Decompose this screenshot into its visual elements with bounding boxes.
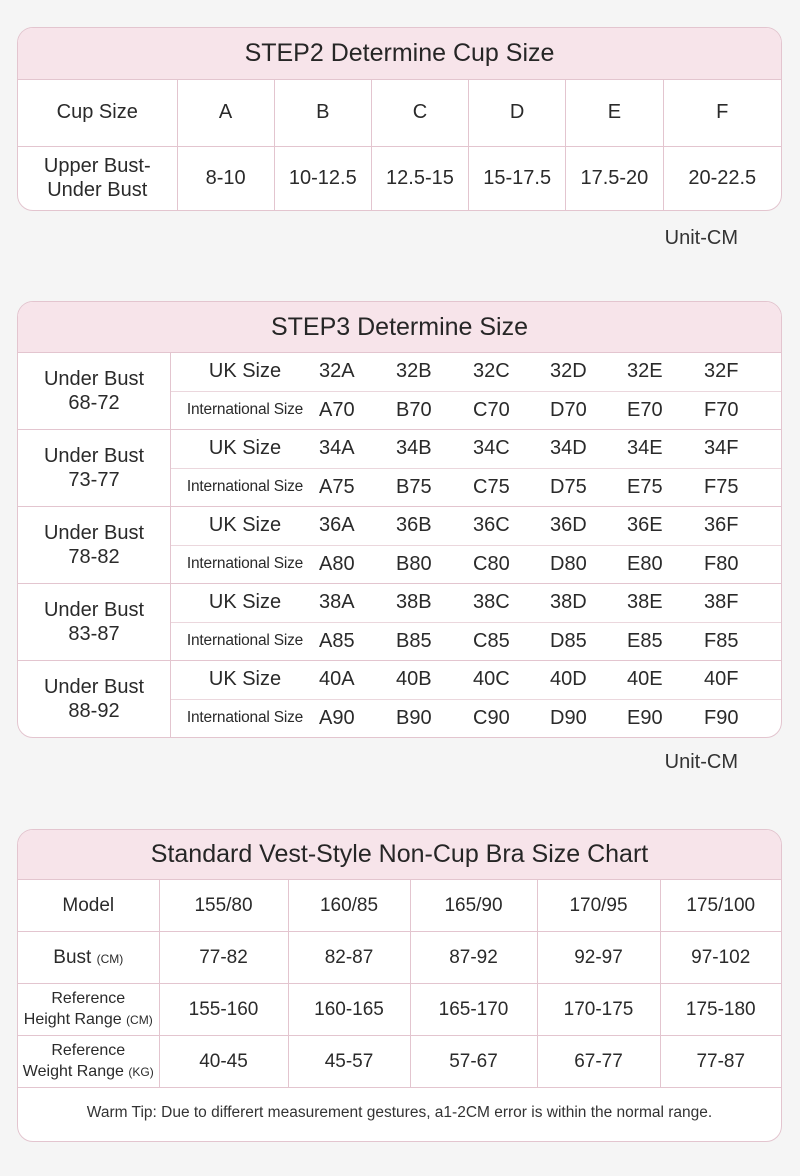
uk-size-cell: 34E <box>627 437 663 460</box>
cup-cell: E <box>566 80 663 146</box>
cup-cell: D <box>469 80 566 146</box>
under-bust-block <box>18 507 781 584</box>
intl-size-cell: B85 <box>396 629 432 652</box>
uk-size-label: UK Size <box>208 437 282 460</box>
uk-size-cell: 38C <box>473 591 510 614</box>
weight-cell: 40-45 <box>159 1036 288 1088</box>
intl-size-cell: A70 <box>319 398 355 421</box>
size-title: STEP3 Determine Size <box>18 302 781 353</box>
uk-size-cell: 38A <box>319 591 355 614</box>
difference-cell: 17.5-20 <box>566 146 663 210</box>
intl-size-cell: B70 <box>396 398 432 421</box>
uk-size-cell: 36E <box>627 514 663 537</box>
weight-cell: 67-77 <box>537 1036 660 1088</box>
intl-size-cell: D85 <box>550 629 587 652</box>
weight-label: Reference Weight Range (KG) <box>18 1036 159 1088</box>
uk-size-row <box>171 353 781 392</box>
under-bust-label: Under Bust 78-82 <box>18 507 171 583</box>
intl-size-cell: E80 <box>627 552 663 575</box>
intl-size-row <box>171 623 781 661</box>
intl-size-cell: F75 <box>704 475 739 498</box>
cup-cell: B <box>274 80 371 146</box>
cup-cell: A <box>177 80 274 146</box>
vest-chart-panel <box>17 829 782 1142</box>
uk-size-row <box>171 584 781 623</box>
height-row <box>18 984 781 1036</box>
uk-size-row <box>171 430 781 469</box>
uk-size-cell: 40B <box>396 668 432 691</box>
uk-size-cell: 34B <box>396 437 432 460</box>
intl-size-cell: E70 <box>627 398 663 421</box>
vest-chart-table <box>18 880 781 1088</box>
bust-cell: 92-97 <box>537 932 660 984</box>
intl-size-cell: D80 <box>550 552 587 575</box>
weight-cell: 77-87 <box>660 1036 781 1088</box>
difference-cell: 12.5-15 <box>371 146 468 210</box>
difference-row <box>18 146 781 210</box>
under-bust-block <box>18 353 781 430</box>
difference-cell: 15-17.5 <box>469 146 566 210</box>
under-bust-label: Under Bust 88-92 <box>18 661 171 737</box>
intl-size-label: International Size <box>186 478 304 496</box>
model-cell: 155/80 <box>159 880 288 932</box>
height-cell: 165-170 <box>410 984 537 1036</box>
weight-cell: 45-57 <box>288 1036 410 1088</box>
uk-size-cell: 36C <box>473 514 510 537</box>
intl-size-cell: F70 <box>704 398 739 421</box>
model-cell: 170/95 <box>537 880 660 932</box>
height-cell: 170-175 <box>537 984 660 1036</box>
uk-size-cell: 38D <box>550 591 587 614</box>
height-cell: 160-165 <box>288 984 410 1036</box>
uk-size-row <box>171 661 781 700</box>
weight-row <box>18 1036 781 1088</box>
intl-size-cell: E75 <box>627 475 663 498</box>
cup-row <box>18 80 781 146</box>
cup-size-title: STEP2 Determine Cup Size <box>18 28 781 80</box>
intl-size-cell: F90 <box>704 706 739 729</box>
intl-size-cell: C85 <box>473 629 510 652</box>
uk-size-label: UK Size <box>208 360 282 383</box>
intl-size-cell: A90 <box>319 706 355 729</box>
uk-size-cell: 32B <box>396 360 432 383</box>
intl-size-cell: C75 <box>473 475 510 498</box>
uk-size-cell: 34A <box>319 437 355 460</box>
intl-size-cell: D70 <box>550 398 587 421</box>
uk-size-cell: 38E <box>627 591 663 614</box>
uk-size-cell: 32E <box>627 360 663 383</box>
uk-size-cell: 36B <box>396 514 432 537</box>
unit-label: Unit-CM <box>664 751 738 773</box>
model-row <box>18 880 781 932</box>
height-cell: 175-180 <box>660 984 781 1036</box>
uk-size-cell: 36F <box>704 514 739 537</box>
weight-cell: 57-67 <box>410 1036 537 1088</box>
intl-size-cell: E85 <box>627 629 663 652</box>
uk-size-label: UK Size <box>208 668 282 691</box>
uk-size-cell: 40E <box>627 668 663 691</box>
uk-size-cell: 32D <box>550 360 587 383</box>
uk-size-row <box>171 507 781 546</box>
uk-size-cell: 36A <box>319 514 355 537</box>
intl-size-cell: D75 <box>550 475 587 498</box>
size-blocks <box>18 353 781 737</box>
vest-chart-title: Standard Vest-Style Non-Cup Bra Size Chart <box>18 830 781 880</box>
height-cell: 155-160 <box>159 984 288 1036</box>
intl-size-row <box>171 392 781 430</box>
uk-size-cell: 38F <box>704 591 739 614</box>
uk-size-cell: 32A <box>319 360 355 383</box>
intl-size-cell: B80 <box>396 552 432 575</box>
cup-size-panel <box>17 27 782 211</box>
uk-size-cell: 40A <box>319 668 355 691</box>
model-cell: 160/85 <box>288 880 410 932</box>
height-label: Reference Height Range (CM) <box>18 984 159 1036</box>
intl-size-cell: A85 <box>319 629 355 652</box>
bust-cell: 87-92 <box>410 932 537 984</box>
warm-tip: Warm Tip: Due to differert measurement gestures, a1-2CM error is within the normal range. <box>86 1104 713 1121</box>
uk-size-cell: 32F <box>704 360 739 383</box>
difference-label: Upper Bust- Under Bust <box>18 146 177 210</box>
size-panel <box>17 301 782 738</box>
uk-size-cell: 36D <box>550 514 587 537</box>
uk-size-cell: 40D <box>550 668 587 691</box>
bust-cell: 77-82 <box>159 932 288 984</box>
intl-size-cell: F80 <box>704 552 739 575</box>
intl-size-cell: B90 <box>396 706 432 729</box>
under-bust-label: Under Bust 73-77 <box>18 430 171 506</box>
difference-cell: 10-12.5 <box>274 146 371 210</box>
intl-size-label: International Size <box>186 555 304 573</box>
bust-cell: 97-102 <box>660 932 781 984</box>
under-bust-block <box>18 661 781 737</box>
difference-cell: 8-10 <box>177 146 274 210</box>
uk-size-cell: 40F <box>704 668 739 691</box>
model-cell: 165/90 <box>410 880 537 932</box>
intl-size-cell: D90 <box>550 706 587 729</box>
uk-size-cell: 34D <box>550 437 587 460</box>
uk-size-cell: 34F <box>704 437 739 460</box>
model-label: Model <box>18 880 159 932</box>
bust-cell: 82-87 <box>288 932 410 984</box>
intl-size-label: International Size <box>186 709 304 727</box>
unit-label: Unit-CM <box>664 227 738 249</box>
intl-size-cell: A75 <box>319 475 355 498</box>
bust-row <box>18 932 781 984</box>
intl-size-cell: A80 <box>319 552 355 575</box>
uk-size-label: UK Size <box>208 514 282 537</box>
uk-size-cell: 32C <box>473 360 510 383</box>
intl-size-cell: C90 <box>473 706 510 729</box>
cup-cell: F <box>663 80 781 146</box>
intl-size-cell: C70 <box>473 398 510 421</box>
cup-cell: C <box>371 80 468 146</box>
intl-size-cell: C80 <box>473 552 510 575</box>
intl-size-cell: B75 <box>396 475 432 498</box>
model-cell: 175/100 <box>660 880 781 932</box>
under-bust-block <box>18 584 781 661</box>
cup-size-label: Cup Size <box>18 80 177 146</box>
intl-size-row <box>171 700 781 738</box>
intl-size-label: International Size <box>186 401 304 419</box>
cup-size-table <box>18 80 781 210</box>
bust-label: Bust (CM) <box>18 932 159 984</box>
intl-size-cell: E90 <box>627 706 663 729</box>
intl-size-cell: F85 <box>704 629 739 652</box>
under-bust-block <box>18 430 781 507</box>
under-bust-label: Under Bust 83-87 <box>18 584 171 660</box>
intl-size-row <box>171 469 781 507</box>
under-bust-label: Under Bust 68-72 <box>18 353 171 429</box>
uk-size-cell: 40C <box>473 668 510 691</box>
difference-cell: 20-22.5 <box>688 166 757 189</box>
uk-size-cell: 38B <box>396 591 432 614</box>
uk-size-label: UK Size <box>208 591 282 614</box>
intl-size-row <box>171 546 781 584</box>
uk-size-cell: 34C <box>473 437 510 460</box>
intl-size-label: International Size <box>186 632 304 650</box>
